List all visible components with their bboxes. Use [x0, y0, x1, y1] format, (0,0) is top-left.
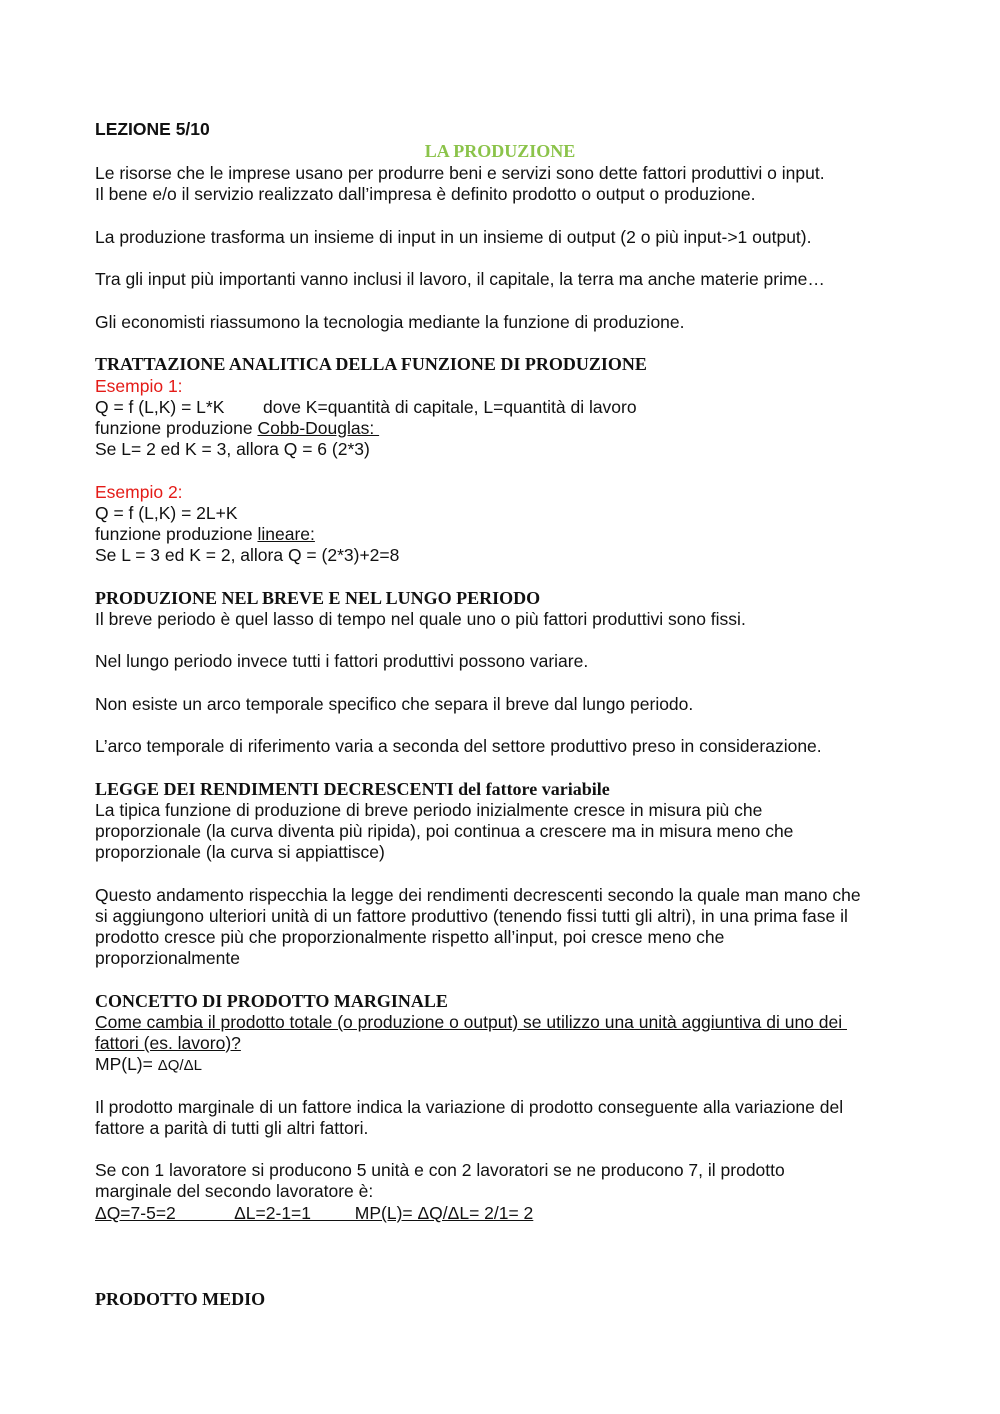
example-1-note: dove K=quantità di capitale, L=quantità di lavoro	[263, 397, 637, 417]
law-line: si aggiungono ulteriori unità di un fattore produttivo (tenendo fissi tutti gli altri), in una prima fase il	[95, 906, 848, 926]
law-line: La tipica funzione di produzione di breve periodo inizialmente cresce in misura più che	[95, 800, 763, 820]
example-2-type-name: lineare:	[257, 524, 315, 544]
periods-paragraph: L’arco temporale di riferimento varia a seconda del settore produttivo preso in considerazione.	[95, 736, 822, 756]
law-line: proporzionale (la curva si appiattisce)	[95, 842, 385, 862]
intro-paragraph: Tra gli input più importanti vanno inclusi il lavoro, il capitale, la terra ma anche materie prime…	[95, 269, 825, 289]
example-1-type-prefix: funzione produzione	[95, 418, 258, 438]
example-1-formula: Q = f (L,K) = L*K	[95, 397, 225, 417]
example-2-calc: Se L = 3 ed K = 2, allora Q = (2*3)+2=8	[95, 545, 400, 565]
marginal-formula-prefix: MP(L)=	[95, 1054, 158, 1074]
marginal-formula	[95, 1054, 202, 1076]
example-1-type-name: Cobb-Douglas:	[257, 418, 380, 438]
periods-paragraph: Nel lungo periodo invece tutti i fattori produttivi possono variare.	[95, 651, 589, 671]
marginal-formula-value: ΔQ/ΔL	[157, 1057, 202, 1074]
lesson-label: LEZIONE 5/10	[95, 119, 210, 139]
example-2-label: Esempio 2:	[95, 482, 183, 502]
marginal-question: fattori (es. lavoro)?	[95, 1033, 241, 1053]
page-title: LA PRODUZIONE	[424, 141, 576, 161]
example-2-type	[95, 524, 315, 545]
intro-paragraph: La produzione trasforma un insieme di input in un insieme di output (2 o più input->1 output).	[95, 227, 812, 247]
marginal-calculation: ΔQ=7-5=2 ΔL=2-1=1 MP(L)= ΔQ/ΔL= 2/1= 2	[95, 1203, 534, 1223]
section-heading-law: LEGGE DEI RENDIMENTI DECRESCENTI del fattore variabile	[95, 779, 610, 799]
example-1-label: Esempio 1:	[95, 376, 183, 396]
law-line: Questo andamento rispecchia la legge dei rendimenti decrescenti secondo la quale man mano che	[95, 885, 861, 905]
periods-paragraph: Non esiste un arco temporale specifico che separa il breve dal lungo periodo.	[95, 694, 694, 714]
periods-paragraph: Il breve periodo è quel lasso di tempo nel quale uno o più fattori produttivi sono fissi.	[95, 609, 746, 629]
section-heading-periods: PRODUZIONE NEL BREVE E NEL LUNGO PERIODO	[95, 588, 541, 608]
law-line: prodotto cresce più che proporzionalmente rispetto all’input, poi cresce meno che	[95, 927, 725, 947]
intro-line: Il bene e/o il servizio realizzato dall’impresa è definito prodotto o output o produzione.	[95, 184, 756, 204]
marginal-line: marginale del secondo lavoratore è:	[95, 1181, 374, 1201]
example-1-type	[95, 418, 379, 439]
law-line: proporzionale (la curva diventa più ripida), poi continua a crescere ma in misura meno che	[95, 821, 794, 841]
example-2-type-prefix: funzione produzione	[95, 524, 258, 544]
law-line: proporzionalmente	[95, 948, 240, 968]
section-heading-average: PRODOTTO MEDIO	[95, 1289, 266, 1309]
marginal-line: fattore a parità di tutti gli altri fattori.	[95, 1118, 369, 1138]
marginal-line: Il prodotto marginale di un fattore indica la variazione di prodotto conseguente alla variazione del	[95, 1097, 844, 1117]
section-heading-analytic: TRATTAZIONE ANALITICA DELLA FUNZIONE DI PRODUZIONE	[95, 354, 647, 374]
intro-line: Le risorse che le imprese usano per produrre beni e servizi sono dette fattori produttivi o input.	[95, 163, 825, 183]
marginal-question: Come cambia il prodotto totale (o produzione o output) se utilizzo una unità aggiuntiva di uno dei	[95, 1012, 847, 1032]
section-heading-marginal: CONCETTO DI PRODOTTO MARGINALE	[95, 991, 448, 1011]
intro-paragraph: Gli economisti riassumono la tecnologia mediante la funzione di produzione.	[95, 312, 685, 332]
marginal-line: Se con 1 lavoratore si producono 5 unità e con 2 lavoratori se ne producono 7, il prodotto	[95, 1160, 785, 1180]
example-2-formula: Q = f (L,K) = 2L+K	[95, 503, 238, 523]
example-1-calc: Se L= 2 ed K = 3, allora Q = 6 (2*3)	[95, 439, 370, 459]
